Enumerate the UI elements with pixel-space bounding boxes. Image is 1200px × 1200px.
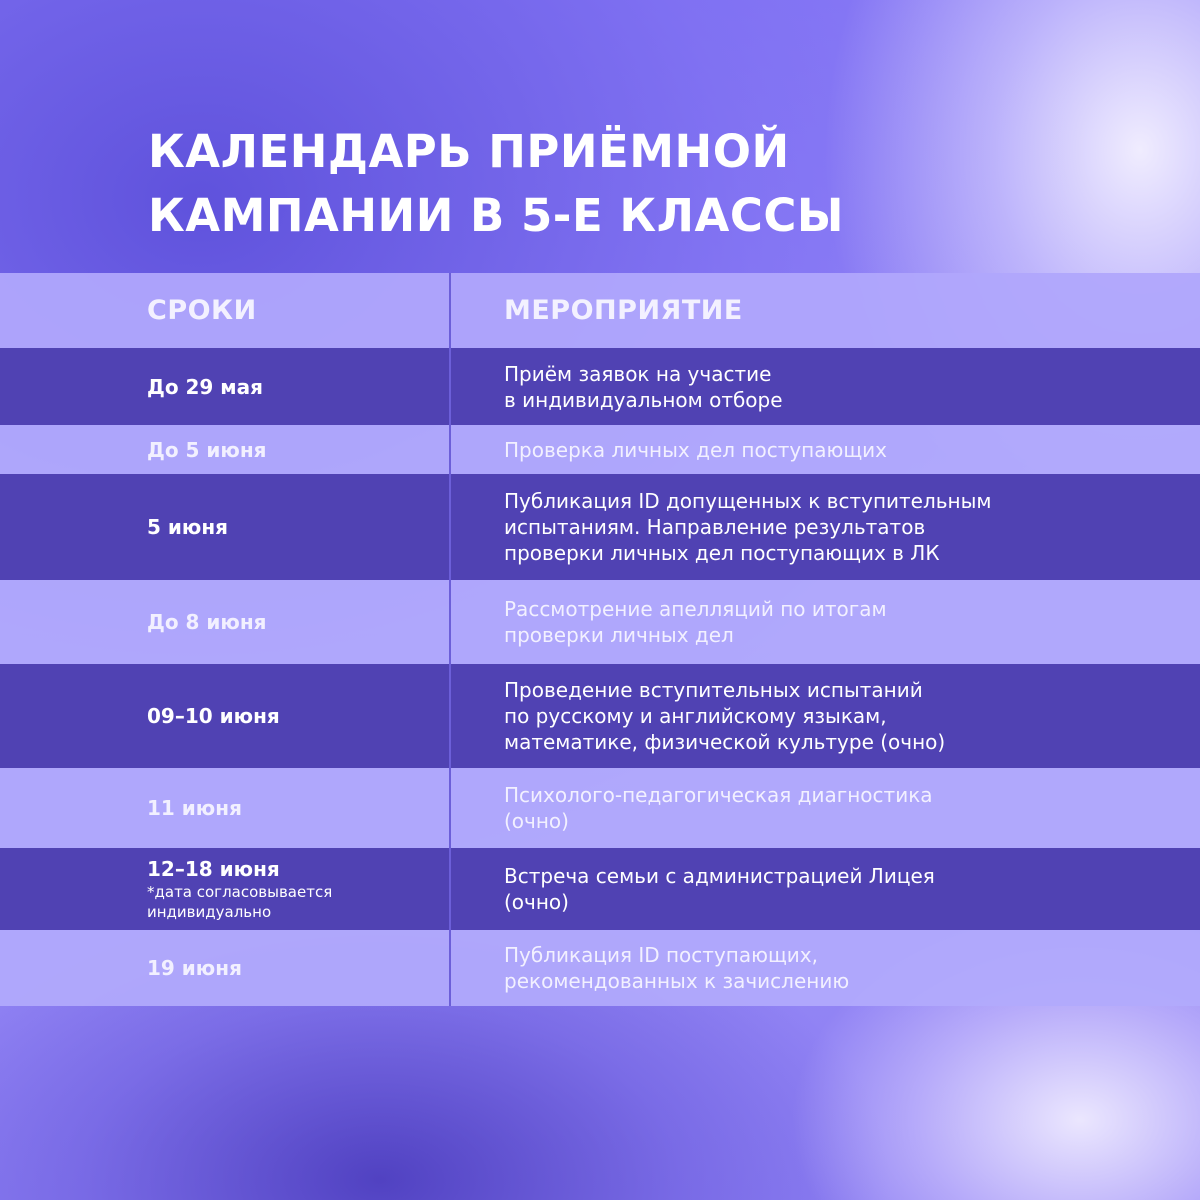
date-cell: [0, 848, 451, 930]
row-event: Рассмотрение апелляций по итогам проверки личных дел: [504, 597, 887, 647]
event-cell: [451, 348, 1200, 425]
table-row: [0, 930, 1200, 1006]
row-event: Встреча семьи с администрацией Лицея (очно): [504, 864, 935, 914]
row-date: До 5 июня: [147, 437, 267, 462]
table-header-row: [0, 273, 1200, 348]
event-cell: [451, 580, 1200, 664]
date-cell: [0, 768, 451, 848]
event-cell: [451, 930, 1200, 1006]
header-cell-dates: [0, 273, 451, 348]
row-date: 19 июня: [147, 956, 242, 980]
event-cell: [451, 848, 1200, 930]
header-cell-event: [451, 273, 1200, 348]
date-cell: [0, 474, 451, 580]
date-cell: [0, 930, 451, 1006]
event-cell: [451, 664, 1200, 768]
event-cell: [451, 474, 1200, 580]
table-row: [0, 848, 1200, 930]
row-event: Публикация ID допущенных к вступительным испытаниям. Направление результатов проверки личных дел поступающих в ЛК: [504, 489, 992, 565]
table-row: [0, 425, 1200, 474]
row-event: Приём заявок на участие в индивидуальном отборе: [504, 361, 783, 412]
date-cell: [0, 425, 451, 474]
row-event: Проверка личных дел поступающих: [504, 437, 888, 462]
table-row: [0, 474, 1200, 580]
page-title-line-1: КАЛЕНДАРЬ ПРИЁМНОЙ: [148, 125, 790, 178]
row-event: Публикация ID поступающих, рекомендованных к зачислению: [504, 943, 850, 993]
header-event-label: МЕРОПРИЯТИЕ: [504, 295, 743, 326]
schedule-table: [0, 273, 1200, 1006]
event-cell: [451, 425, 1200, 474]
row-date: 5 июня: [147, 515, 228, 539]
page-title-line-2: КАМПАНИИ В 5-Е КЛАССЫ: [148, 189, 845, 242]
date-cell: [0, 664, 451, 768]
date-cell: [0, 580, 451, 664]
row-event: Психолого-педагогическая диагностика (очно): [504, 783, 933, 833]
row-event: Проведение вступительных испытаний по русскому и английскому языкам, математике, физической культуре (очно): [504, 678, 946, 754]
table-row: [0, 664, 1200, 768]
row-date: До 8 июня: [147, 610, 267, 634]
header-dates-label: СРОКИ: [147, 295, 257, 326]
row-date: 12–18 июня: [147, 857, 280, 881]
date-cell: [0, 348, 451, 425]
row-date: 09–10 июня: [147, 704, 280, 728]
page-title: [148, 120, 1048, 248]
table-row: [0, 768, 1200, 848]
table-row: [0, 580, 1200, 664]
row-date-note: *дата согласовывается индивидуально: [147, 883, 333, 921]
row-date: 11 июня: [147, 796, 242, 820]
row-date: До 29 мая: [147, 374, 263, 399]
table-row: [0, 348, 1200, 425]
event-cell: [451, 768, 1200, 848]
